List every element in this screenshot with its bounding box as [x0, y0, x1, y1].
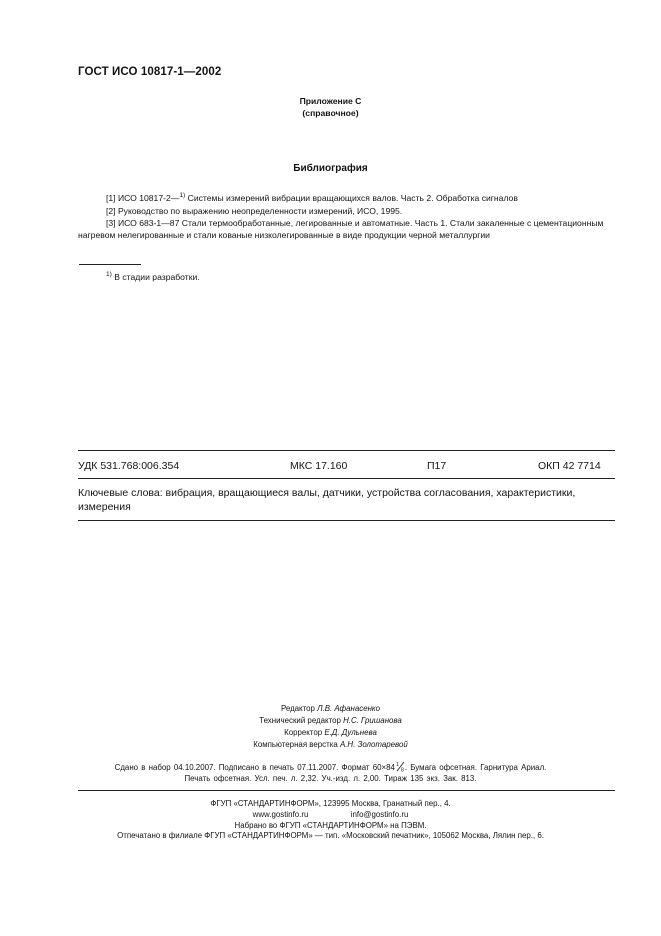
bibliography-item-1	[78, 192, 644, 204]
credit-label: Корректор	[284, 728, 325, 737]
bibliography-item-number: [2]	[106, 206, 116, 216]
bibliography-item-2	[78, 205, 644, 217]
bibliography-item-text: Руководство по выражению неопределенности измерений, ИСО, 1995.	[117, 206, 403, 216]
bibliography-heading: Библиография	[293, 163, 368, 174]
credit-name: Е.Д. Дульнева	[324, 728, 377, 737]
keywords: Ключевые слова: вибрация, вращающиеся валы, датчики, устройства согласования, характеристики, измерения	[78, 487, 576, 513]
svg-text:8: 8	[400, 767, 404, 772]
credit-name: Н.С. Гришанова	[343, 716, 402, 725]
bibliography-item-title: Системы измерений вибрации вращающихся валов. Часть 2. Обработка сигналов	[185, 193, 518, 203]
footnote-text: В стадии разработки.	[111, 272, 200, 282]
group-code: П17	[427, 460, 447, 472]
appendix-title: Приложение С	[299, 96, 362, 106]
publisher-contacts	[0, 810, 661, 819]
udk-code: УДК 531.768:006.354	[78, 460, 180, 472]
credit-layout	[0, 740, 661, 749]
bibliography-item-code: ИСО 10817-2—	[117, 193, 180, 203]
credit-tech-editor	[0, 716, 661, 725]
divider-top	[78, 450, 615, 451]
publisher-email-link[interactable]: info@gostinfo.ru	[350, 810, 409, 819]
credit-proofreader	[0, 728, 661, 737]
format-fraction-icon	[396, 761, 405, 772]
divider-middle	[78, 478, 615, 479]
bibliography-item-3	[78, 217, 616, 242]
credit-name: Л.В. Афанасенко	[317, 704, 381, 713]
footnote-separator	[79, 264, 141, 265]
credit-label: Компьютерная верстка	[253, 740, 340, 749]
publisher-site-link[interactable]: www.gostinfo.ru	[252, 810, 309, 819]
mks-code: МКС 17.160	[290, 460, 348, 472]
publisher-address: ФГУП «СТАНДАРТИНФОРМ», 123995 Москва, Гранатный пер., 4.	[210, 799, 451, 808]
footnote	[106, 272, 200, 282]
bibliography-item-number: [1]	[106, 193, 116, 203]
credit-label: Редактор	[280, 704, 318, 713]
credit-label: Технический редактор	[259, 716, 344, 725]
footnote-ref: 1)	[179, 192, 186, 199]
appendix-note: (справочное)	[302, 108, 359, 118]
print-info-line-1	[0, 761, 661, 772]
okp-code: ОКП 42 7714	[538, 460, 601, 472]
bibliography-item-number: [3]	[106, 218, 116, 228]
divider-keywords	[78, 520, 615, 521]
typeset-info: Набрано во ФГУП «СТАНДАРТИНФОРМ» на ПЭВМ.	[234, 821, 427, 830]
credit-editor	[0, 704, 661, 713]
document-code: ГОСТ ИСО 10817-1—2002	[78, 66, 222, 78]
divider-publisher	[78, 790, 615, 791]
printed-info: Отпечатано в филиале ФГУП «СТАНДАРТИНФОРМ» — тип. «Московский печатник», 105062 Москва, Лялин пер., 6.	[117, 831, 544, 840]
print-info-text: Сдано в набор 04.10.2007. Подписано в печать 07.11.2007. Формат 60×84	[114, 763, 395, 772]
svg-text:1: 1	[395, 762, 399, 768]
print-info-text: . Бумага офсетная. Гарнитура Ариал.	[404, 763, 547, 772]
footnote-mark: 1)	[106, 271, 112, 278]
print-info-line-2: Печать офсетная. Усл. печ. л. 2,32. Уч.-изд. л. 2,00. Тираж 135 экз. Зак. 813.	[184, 774, 477, 783]
bibliography-item-text: ИСО 683-1—87 Стали термообработанные, легированные и автоматные. Часть 1. Стали закаленные с цементационным нагревом нелегированные и стали кованые низколегированные в виде продукции черной металлургии	[78, 218, 604, 241]
credit-name: А.Н. Золотаревой	[339, 740, 408, 749]
